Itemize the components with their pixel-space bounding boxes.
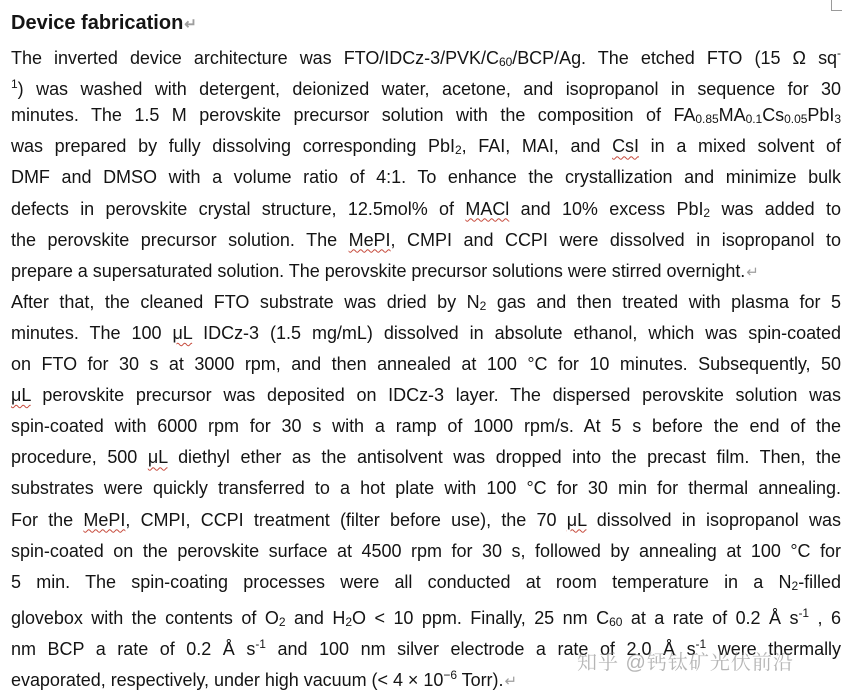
text-run: and 100 nm silver electrode a rate of 2.0 Å s bbox=[265, 638, 696, 659]
text-run: prepare a supersaturated solution. The perovskite precursor solutions were stirred overnight. bbox=[11, 260, 746, 281]
text-line bbox=[11, 291, 841, 317]
text-line bbox=[11, 415, 841, 437]
text-run: substrates were quickly transferred to a hot plate with 100 °C for 30 min for thermal annealing. bbox=[11, 478, 841, 499]
text-run: , CMPI, CCPI treatment (filter before use), the 70 bbox=[125, 509, 567, 530]
text-run: O < 10 ppm. Finally, 25 nm C bbox=[352, 607, 610, 628]
text-run: nm BCP a rate of 0.2 Å s bbox=[11, 638, 256, 659]
text-line bbox=[11, 198, 841, 224]
text-line bbox=[11, 446, 841, 468]
subscript: 0.1 bbox=[745, 112, 763, 127]
text-run: Cs bbox=[762, 105, 785, 126]
text-run: IDCz-3 (1.5 mg/mL) dissolved in absolute ethanol, which was spin-coated bbox=[192, 322, 841, 343]
text-run: Torr). bbox=[456, 670, 504, 690]
text-run: the perovskite precursor solution. The bbox=[11, 229, 349, 250]
text-run: at a rate of 0.2 Å s bbox=[622, 607, 799, 628]
subscript: 2 bbox=[455, 143, 462, 158]
text-run: on FTO for 30 s at 3000 rpm, and then annealed at 100 °C for 10 minutes. Subsequently, 50 bbox=[11, 354, 841, 374]
text-run: and 10% excess PbI bbox=[509, 198, 704, 219]
text-run: minutes. The 100 bbox=[11, 322, 173, 343]
superscript: 1 bbox=[11, 77, 18, 92]
text-run: -filled bbox=[798, 571, 841, 592]
text-run: MA bbox=[718, 105, 746, 126]
text-run: dissolved in isopropanol was bbox=[586, 509, 841, 530]
subscript: 2 bbox=[479, 298, 487, 313]
text-run: For the bbox=[11, 509, 84, 530]
text-line bbox=[11, 540, 841, 562]
text-run: , FAI, MAI, and bbox=[461, 136, 613, 157]
subscript: 2 bbox=[791, 578, 799, 593]
subscript: 0.05 bbox=[784, 112, 808, 127]
subscript: 0.85 bbox=[695, 112, 719, 127]
heading-text: Device fabrication bbox=[11, 12, 184, 34]
paragraph-mark-icon: ↵ bbox=[504, 673, 517, 690]
text-run: evaporated, respectively, under high vacuum (< 4 × 10 bbox=[11, 670, 444, 690]
spellcheck-flagged-word: μL bbox=[566, 509, 587, 530]
text-run: perovskite precursor was deposited on IDCz-3 layer. The dispersed perovskite solution was bbox=[30, 385, 841, 406]
text-run: procedure, 500 bbox=[11, 447, 148, 468]
text-run: and H bbox=[285, 607, 346, 628]
text-line bbox=[11, 135, 841, 161]
text-run: glovebox with the contents of O bbox=[11, 607, 279, 628]
text-run: , CMPI and CCPI were dissolved in isopropanol to bbox=[390, 229, 841, 250]
text-run: The inverted device architecture was FTO/IDCz-3/PVK/C bbox=[11, 48, 499, 68]
subscript: 2 bbox=[278, 614, 286, 629]
text-run: minutes. The 1.5 M perovskite precursor solution with the composition of FA bbox=[11, 105, 696, 126]
text-line bbox=[11, 166, 841, 188]
text-line bbox=[11, 353, 841, 375]
spellcheck-flagged-word: MACl bbox=[465, 198, 510, 219]
text-line bbox=[11, 477, 841, 499]
text-run: PbI bbox=[807, 105, 835, 126]
spellcheck-flagged-word: μL bbox=[11, 385, 31, 406]
watermark: 知乎 @钙钛矿光伏前沿 bbox=[577, 652, 794, 674]
text-line bbox=[11, 322, 841, 344]
spellcheck-flagged-word: MePI bbox=[83, 509, 126, 530]
spellcheck-flagged-word: μL bbox=[147, 447, 168, 468]
superscript: -1 bbox=[695, 636, 707, 651]
subscript: 2 bbox=[703, 205, 711, 220]
subscript: 2 bbox=[345, 614, 353, 629]
superscript: −6 bbox=[443, 668, 457, 682]
section-heading bbox=[11, 10, 197, 38]
subscript: 3 bbox=[834, 112, 841, 127]
paragraph-mark-icon: ↵ bbox=[184, 16, 197, 33]
text-line bbox=[11, 571, 841, 597]
text-run: was prepared by fully dissolving corresponding PbI bbox=[11, 136, 455, 157]
text-line bbox=[11, 104, 841, 130]
text-line bbox=[11, 509, 841, 531]
text-line bbox=[11, 602, 841, 633]
text-run: gas and then treated with plasma for 5 bbox=[486, 291, 842, 312]
paragraph-mark-icon: ↵ bbox=[746, 263, 759, 281]
text-run: , 6 bbox=[809, 607, 841, 628]
text-run: in a mixed solvent of bbox=[639, 136, 841, 157]
text-run: /BCP/Ag. The etched FTO (15 Ω sq bbox=[512, 48, 838, 68]
superscript: - bbox=[837, 46, 841, 60]
text-run: 5 min. The spin-coating processes were all conducted at room temperature in a N bbox=[11, 571, 792, 592]
text-line bbox=[11, 42, 841, 73]
text-run: spin-coated with 6000 rpm for 30 s with a ramp of 1000 rpm/s. At 5 s before the end of the bbox=[11, 416, 841, 437]
text-run: defects in perovskite crystal structure, 12.5mol% of bbox=[11, 198, 466, 219]
page-corner-mark bbox=[831, 0, 842, 11]
superscript: -1 bbox=[255, 636, 266, 651]
text-line bbox=[11, 73, 841, 100]
text-run: diethyl ether as the antisolvent was dropped into the precast film. Then, the bbox=[167, 447, 841, 468]
text-run: was added to bbox=[710, 198, 841, 219]
text-run: ) was washed with detergent, deionized water, acetone, and isopropanol in sequence for 30 bbox=[17, 79, 841, 100]
superscript: -1 bbox=[798, 605, 810, 620]
spellcheck-flagged-word: MePI bbox=[348, 229, 391, 250]
text-line bbox=[11, 229, 841, 251]
subscript: 60 bbox=[498, 55, 513, 69]
text-run: were thermally bbox=[706, 638, 841, 659]
text-run: DMF and DMSO with a volume ratio of 4:1. To enhance the crystallization and minimize bulk bbox=[11, 167, 841, 188]
text-run: spin-coated on the perovskite surface at 4500 rpm for 30 s, followed by annealing at 100 °C for bbox=[11, 540, 841, 561]
spellcheck-flagged-word: μL bbox=[172, 322, 193, 343]
subscript: 60 bbox=[609, 614, 623, 629]
spellcheck-flagged-word: CsI bbox=[612, 136, 639, 157]
text-line bbox=[11, 384, 841, 406]
text-run: After that, the cleaned FTO substrate was dried by N bbox=[11, 291, 480, 312]
text-line bbox=[11, 260, 841, 284]
